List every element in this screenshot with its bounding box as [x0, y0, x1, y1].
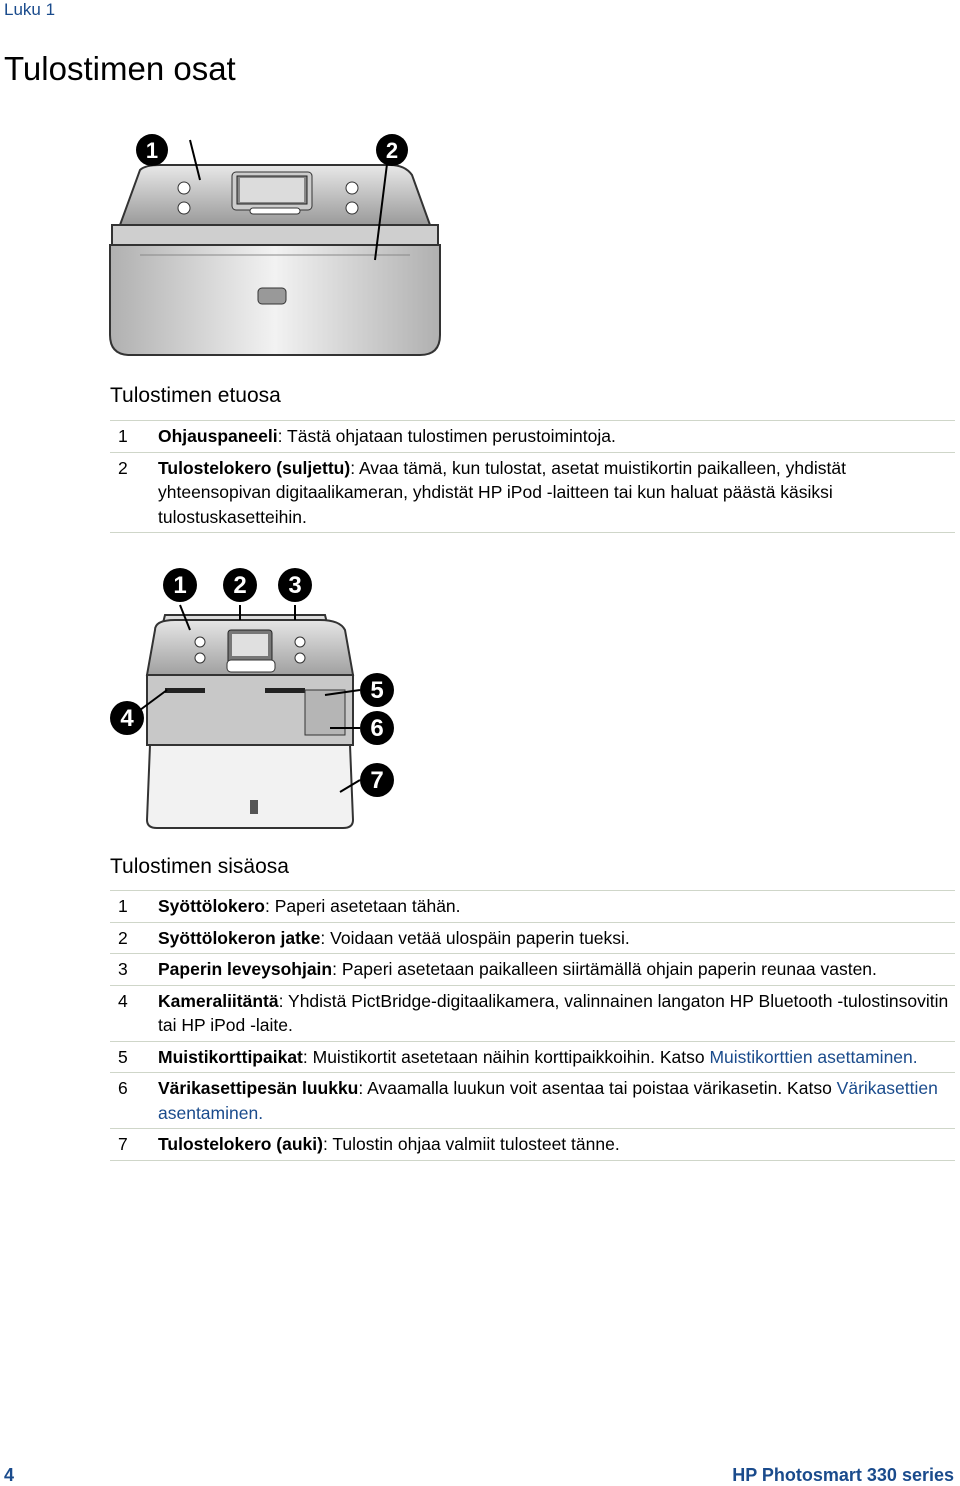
row-description	[158, 1073, 955, 1129]
page-title: Tulostimen osat	[4, 50, 236, 87]
row-text: : Avaamalla luukun voit asentaa tai poistaa värikasetin. Katso	[358, 1078, 837, 1098]
row-text: : Paperi asetetaan paikalleen siirtämällä ohjain paperin reunaa vasten.	[332, 959, 877, 979]
callout-inside-2: 2	[233, 572, 247, 599]
row-description	[158, 985, 955, 1041]
row-description	[158, 1041, 955, 1073]
row-term: Syöttölokero	[158, 896, 265, 916]
row-term: Muistikorttipaikat	[158, 1046, 303, 1067]
page-number: 4	[4, 1465, 15, 1485]
row-number: 1	[110, 891, 158, 923]
row-description	[158, 954, 955, 986]
row-number: 6	[110, 1073, 158, 1129]
row-text: : Muistikortit asetetaan näihin korttipaikkoihin. Katso	[302, 1046, 710, 1067]
section-title-inside: Tulostimen sisäosa	[110, 855, 289, 878]
callout-inside-7: 7	[370, 767, 384, 794]
row-term: Kameraliitäntä	[158, 990, 279, 1011]
callout-inside-4: 4	[120, 705, 134, 732]
callout-inside-5: 5	[370, 677, 384, 704]
chapter-label: Luku 1	[4, 0, 56, 19]
link-ink-cartridges[interactable]: Värikasettien asentaminen	[158, 1078, 938, 1123]
row-number: 4	[110, 985, 158, 1041]
callout-front-1: 1	[145, 138, 159, 163]
row-number: 1	[110, 421, 158, 453]
printer-front-figure	[100, 120, 450, 365]
link-memory-cards[interactable]: Muistikorttien asettaminen	[709, 1046, 913, 1067]
callout-inside-1: 1	[173, 572, 187, 599]
row-number: 7	[110, 1129, 158, 1161]
row-number: 3	[110, 954, 158, 986]
front-parts-table	[110, 420, 955, 533]
row-text: : Avaa tämä, kun tulostat, asetat muistikortin paikalleen, yhdistät yhteensopivan digitaalikameran, yhdistät HP iPod -laitteen tai kun haluat päästä käsiksi tulostuskasetteihin.	[158, 457, 846, 527]
table-row	[110, 985, 955, 1041]
section-title-front: Tulostimen etuosa	[110, 384, 281, 407]
row-text: : Paperi asetetaan tähän.	[264, 896, 461, 916]
row-text: : Yhdistä PictBridge-digitaalikamera, valinnainen langaton HP Bluetooth -tulostinsovitin tai HP iPod -laite.	[158, 990, 949, 1035]
table-row	[110, 954, 955, 986]
table-row	[110, 1041, 955, 1073]
row-description	[158, 891, 955, 923]
table-row	[110, 1073, 955, 1129]
row-term: Tulostelokero (auki)	[158, 1134, 323, 1154]
row-term: Värikasettipesän luukku	[158, 1078, 359, 1098]
inside-parts-table	[110, 890, 955, 1161]
callout-front-2: 2	[385, 138, 399, 163]
row-text: : Tästä ohjataan tulostimen perustoimintoja.	[277, 426, 616, 446]
row-tail: .	[912, 1046, 918, 1067]
table-row	[110, 922, 955, 954]
row-number: 5	[110, 1041, 158, 1073]
row-text: : Voidaan vetää ulospäin paperin tueksi.	[320, 927, 630, 948]
row-description	[158, 452, 955, 533]
product-name: HP Photosmart 330 series	[732, 1465, 954, 1485]
row-number: 2	[110, 452, 158, 533]
printer-inside-figure	[105, 560, 405, 835]
row-description	[158, 421, 955, 453]
row-description	[158, 1129, 955, 1161]
row-term: Ohjauspaneeli	[158, 426, 278, 446]
row-number: 2	[110, 922, 158, 954]
table-row	[110, 891, 955, 923]
row-term: Tulostelokero (suljettu)	[158, 457, 351, 478]
table-row	[110, 1129, 955, 1161]
row-term: Syöttölokeron jatke	[158, 927, 321, 948]
row-description	[158, 922, 955, 954]
callout-inside-6: 6	[370, 715, 384, 742]
callout-inside-3: 3	[288, 572, 302, 599]
row-tail: .	[258, 1102, 264, 1123]
row-text: : Tulostin ohjaa valmiit tulosteet tänne.	[322, 1134, 620, 1154]
row-term: Paperin leveysohjain	[158, 959, 333, 979]
table-row	[110, 421, 955, 453]
table-row	[110, 452, 955, 533]
